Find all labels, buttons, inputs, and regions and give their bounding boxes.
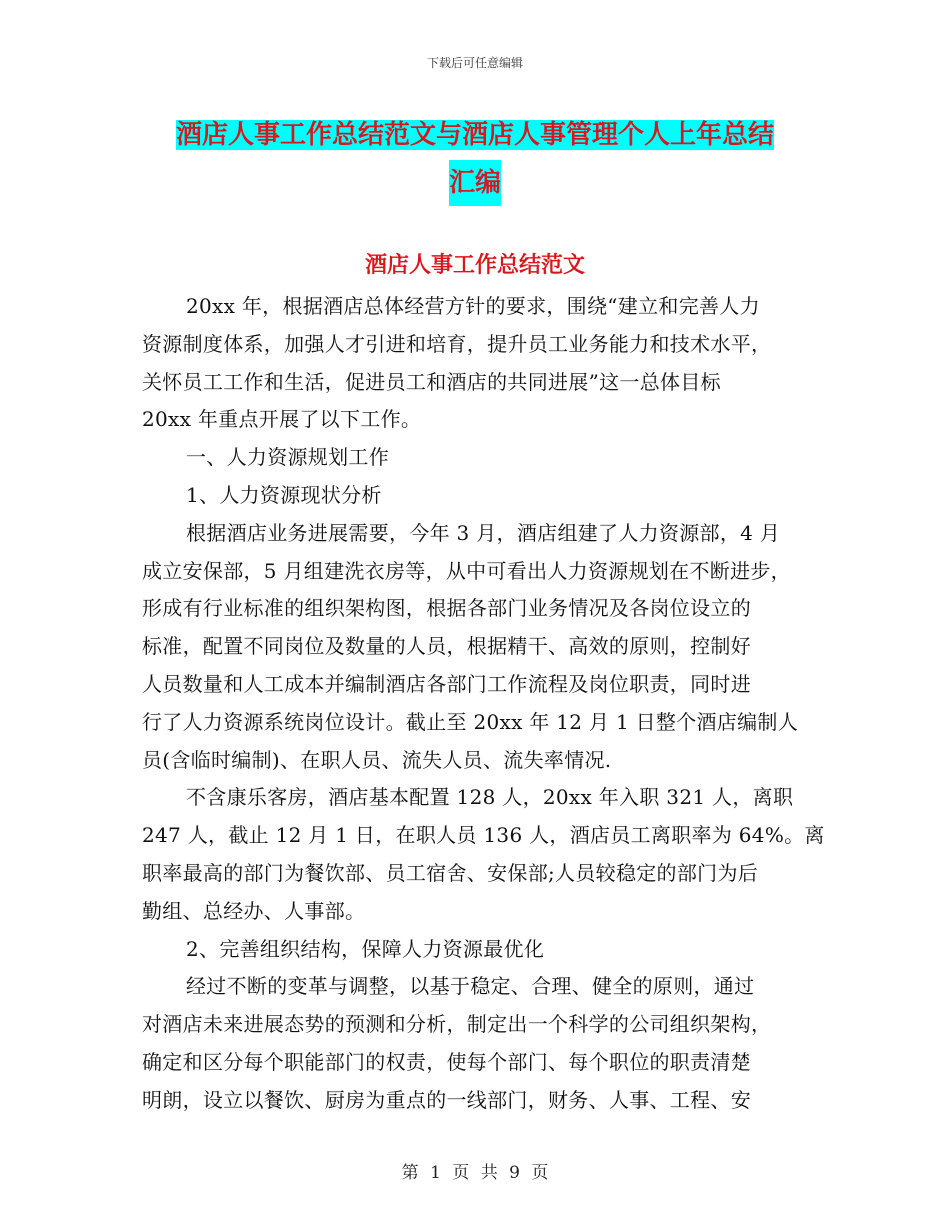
text-line: 勤组、总经办、人事部。 — [142, 898, 366, 923]
text-line: 员(含临时编制)、在职人员、流失人员、流失率情况. — [142, 747, 612, 772]
text-line: 行了人力资源系统岗位设计。截止至 20xx 年 12 月 1 日整个酒店编制人 — [142, 709, 799, 734]
text-line: 职率最高的部门为餐饮部、员工宿舍、安保部;人员较稳定的部门为后 — [142, 860, 759, 885]
text-line: 对酒店未来进展态势的预测和分析，制定出一个科学的公司组织架构， — [142, 1012, 772, 1037]
title-line-1: 酒店人事工作总结范文与酒店人事管理个人上年总结 — [175, 120, 774, 150]
text-line: 20xx 年重点开展了以下工作。 — [142, 407, 422, 432]
text-line: 经过不断的变革与调整，以基于稳定、合理、健全的原则，通过 — [186, 974, 755, 999]
body-text — [142, 288, 832, 1120]
text-line: 资源制度体系，加强人才引进和培育，提升员工业务能力和技术水平， — [142, 331, 772, 356]
text-line: 一、人力资源规划工作 — [186, 445, 389, 470]
text-line: 确定和区分每个职能部门的权责，使每个部门、每个职位的职责清楚 — [142, 1049, 751, 1074]
text-line: 标准，配置不同岗位及数量的人员，根据精干、高效的原则，控制好 — [142, 634, 751, 659]
text-line: 明朗，设立以餐饮、厨房为重点的一线部门，财务、人事、工程、安 — [142, 1087, 751, 1112]
text-line: 成立安保部，5 月组建洗衣房等，从中可看出人力资源规划在不断进步， — [142, 558, 791, 583]
document-title — [0, 112, 950, 206]
section-title: 酒店人事工作总结范文 — [364, 252, 585, 278]
text-line: 根据酒店业务进展需要，今年 3 月，酒店组建了人力资源部，4 月 — [186, 520, 781, 545]
text-line: 关怀员工工作和生活，促进员工和酒店的共同进展”这一总体目标 — [142, 369, 721, 394]
text-line: 247 人，截止 12 月 1 日，在职人员 136 人，酒店员工离职率为 64%。离 — [142, 823, 825, 848]
text-line: 形成有行业标准的组织架构图，根据各部门业务情况及各岗位设立的 — [142, 596, 751, 621]
text-line: 2、完善组织结构，保障人力资源最优化 — [186, 936, 545, 961]
text-line: 人员数量和人工成本并编制酒店各部门工作流程及岗位职责，同时进 — [142, 671, 751, 696]
text-line: 20xx 年，根据酒店总体经营方针的要求，围绕“建立和完善人力 — [186, 294, 760, 318]
header-note: 下载后可任意编辑 — [426, 56, 523, 70]
text-line: 不含康乐客房，酒店基本配置 128 人，20xx 年入职 321 人，离职 — [186, 785, 794, 810]
title-line-2: 汇编 — [449, 160, 501, 206]
text-line: 1、人力资源现状分析 — [186, 482, 382, 507]
page-footer: 第 1 页 共 9 页 — [401, 1163, 549, 1183]
